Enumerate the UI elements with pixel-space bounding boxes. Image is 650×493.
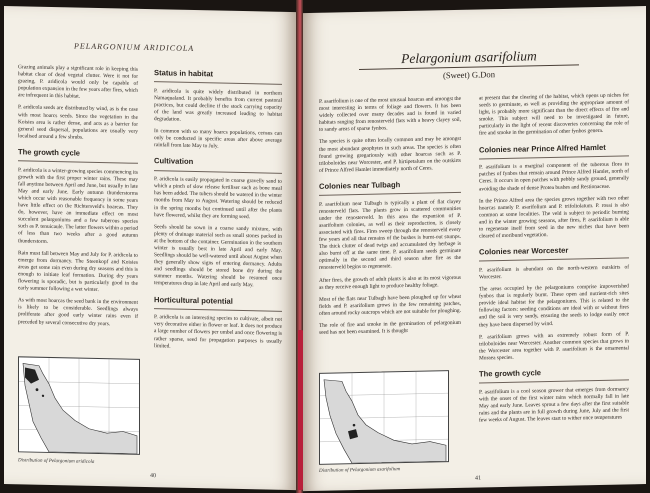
section-heading: Colonies near Prince Alfred Hamlet [479, 142, 606, 155]
section-heading: Horticultural potential [154, 294, 233, 306]
bookmark-ribbon [298, 330, 303, 490]
paragraph: P. aridicola is an interesting species to cultivate, albeit not very decorative either in flower or leaf. It does not produce a large number of flowers per umbel and once flowering is rather sparse, seed for propagation purposes is usually limited. [154, 314, 282, 350]
paragraph: P. asarifolium is one of the most unusual hoarcas and amongst the most interesting in terms of foliage and flowers. It has been widely collected over many decades and is found in varied habitats ranging from renosterveld flats with a heavy clayey soil, to sandy areas of sparse fynbos. [319, 95, 461, 134]
paragraph: After fires, the growth of adult plants is also at its most vigorous as they receive enough light to produce healthy foliage. [319, 274, 461, 291]
paragraph: P. aridicola is a winter-growing species commencing its growth with the first proper winter rains. These may fall anytime between April and June, but usually in late May and early June. Early autumn thunderstorms which occur with reasonable frequency in some years have little effect on the Richtersveld's hoarcas. They do, however, have an immediate effect on most succulent pelargoniums and a few tuberous species such as P. tenuicaule. The latter flowers within a period of less than two weeks after a good autumn thunderstorm. [18, 166, 138, 245]
paragraph: In the Prince Alfred area the species grows together with two other hoarcas namely P. asarifolium and P. trifoliolatum. P. rosai is also common at some localities. The veld is subject to periodic burning and in the winter growing seasons, after fires, P. asarifolium is able to regenerate itself from seed in the new niches that have been cleared of moribund vegetation. [479, 194, 629, 240]
paragraph: Grazing animals play a significant role in keeping this habitat clear of dead vegetal clutter. Were it not for grazing, P. aridicola would only be capable of population expansion in the few years after fires, which are infrequent in this habitat. [18, 64, 138, 100]
paragraph: The areas occupied by the pelargoniums comprise impoverished fynbos that is regularly burnt. These open and nutrient-rich sites provide ideal habitat for the pelargoniums. This is related to the following factors: seeding conditions are ideal with or without fires and the soil is very sandy, ensuring the seeds to lodge easily once they have been dispersed by wind. [479, 283, 629, 329]
heading-rule [479, 379, 629, 383]
distribution-map-aridicola [18, 356, 140, 455]
paragraph: Rain must fall between May and July for P. aridicola to emerge from dormancy. The Steenkopf and Koisies areas get some rain even during dry seasons and this is enough to initiate leaf formation. During dry years flowering is sporadic, but is particularly good in the early summer following a wet winter. [18, 249, 138, 294]
paragraph: Seeds should be sown in a coarse sandy mixture, with plenty of drainage material such as small stones packed in at the bottom of the container. Germination in the southern winter is usually best in late April and early May. Seedlings should be well-watered until about August when they generally show signs of entering dormancy. Adults and seedlings should be stored bone dry during the summer months. Watering should be resumed once temperatures drop in late April and early May. [154, 223, 282, 289]
page-number: 40 [150, 473, 156, 480]
paragraph: P. aridicola is easily propagated in coarse gravelly sand to which a pinch of slow release fertiliser such as bone meal has been added. The tubers should be watered in the winter months from May to August. Watering should be reduced in the spring months but continued until after the plants have flowered, whilst they are forming seed. [154, 176, 282, 220]
page-number: 41 [475, 475, 481, 482]
paragraph: Most of the flats near Tulbagh have been ploughed up for wheat fields and P. asarifolium grows in the few remaining patches, often around rocky outcrops which are not suitable for ploughing. [319, 293, 461, 317]
left-column-2 [154, 61, 282, 357]
section-heading: Colonies near Worcester [479, 245, 569, 257]
heading-rule [479, 258, 629, 262]
paragraph: The species is quite often locally common and may be amongst the most abundant geophytes in such areas. The species is often found growing gregariously with other hoarcas such as P. triloboloides near Worcester, and P. hirtipetalum on the outskirts of Prince Alfred Hamlet immediately north of Ceres. [319, 136, 461, 174]
right-column-2 [479, 92, 629, 429]
heading-rule [154, 170, 282, 173]
heading-rule [319, 192, 461, 196]
paragraph: P. asarifolium grows with an extremely robust form of P. triloboloides near Worcester. Another common species that grows in the Worcester area together with P. asarifolium is the ornamental Moraea species. [479, 330, 629, 362]
section-heading-growth-cycle: The growth cycle [18, 147, 81, 158]
right-page [303, 6, 646, 491]
left-column-1 [18, 64, 138, 333]
paragraph: P. asarifolium is abundant on the north-western outskirts of Worcester. [479, 264, 629, 281]
paragraph: As with most hoarcas the seed bank in the environment is likely to be considerable. Seedlings always proliferate after good early winter rains even if preceded by several consecutive dry years. [18, 297, 138, 327]
paragraph: P. aridicola seeds are distributed by wind, as is the case with most hoarcs seeds. Since the vegetation in the Koisies area is rather dense, and acts as a barrier for general seed dispersal, populations are usually very localised around a few shrubs. [18, 104, 138, 141]
paragraph: P. aridicola is quite widely distributed in northern Namaqualand. It probably benefits from current pastoral practices, but could decline if the stock carrying capacity of the land was greatly increased leading to habitat degradation. [154, 87, 282, 123]
species-title: Pelargonium asarifolium [401, 48, 537, 67]
distribution-map-asarifolium [319, 370, 449, 465]
heading-rule [479, 155, 629, 159]
running-head: PELARGONIUM ARIDICOLA [74, 41, 195, 53]
heading-rule [154, 308, 282, 311]
species-title-block [359, 47, 579, 81]
map-caption: Distribution of Pelargonium asarifolium [319, 467, 401, 474]
paragraph: In common with so many hoarcs populations, census can only be conducted in specific areas after above average rainfall from late May to July. [154, 128, 282, 150]
section-heading: The growth cycle [479, 368, 542, 379]
map-caption: Distribution of Pelargonium aridicola [18, 458, 95, 465]
paragraph: at present that the clearing of the habitat, which opens up niches for seeds to germinate, as well as providing the appropriate amount of light, is probably more significant than the direct effects of fire and smoke. This subject will need to be investigated in future, particularly in the light of recent discoveries concerning the role of fire and smoke in the germination of other fynbos genera. [479, 92, 629, 137]
paragraph: P. asarifolium is a marginal component of the tuberous flora in patches of fynbos that remain around Prince Alfred Hamlet, north of Ceres. It occurs in open patches with pebbly sandy ground, generally avoiding the shade of dense Protea bushes and Restionaceae. [479, 161, 629, 193]
species-author: (Sweet) G.Don [442, 68, 496, 81]
paragraph: The role of fire and smoke in the germination of pelargonium seed has not been examined. It is thought [319, 319, 461, 336]
section-heading: Cultivation [154, 156, 194, 167]
heading-rule [154, 81, 282, 84]
heading-rule [18, 160, 138, 163]
section-heading: Status in habitat [154, 68, 214, 79]
left-page [4, 6, 296, 490]
paragraph: P. asarifolium near Tulbagh is typically a plant of flat clayey renosterveld flats. The plants grow in scattered communities under the renosterveld. In this area the expansion of P. asarifolium colonies, as well as their reproduction, is closely associated with fires. Fires sweep through the renosterveld every few years and all that remains of the bushes is burnt-out stumps. The thick clutter of dead twigs and accumulated dry herbage is also burnt off at the same time. P. asarifolium seeds germinate optimally in the second and third season after fire as the renosterveld begins to regenerate. [319, 198, 461, 272]
right-column-1 [319, 96, 461, 342]
section-heading-tulbagh: Colonies near Tulbagh [319, 180, 401, 191]
paragraph: P. asarifolium is a cool season grower that emerges from dormancy with the onset of the first winter rains which normally fall in late May and early June. Leaves sprout a few days after the first suitable rains and the plants are in full growth during June, July and the first few weeks of August. The leaves start to wither once temperatures [479, 386, 629, 424]
